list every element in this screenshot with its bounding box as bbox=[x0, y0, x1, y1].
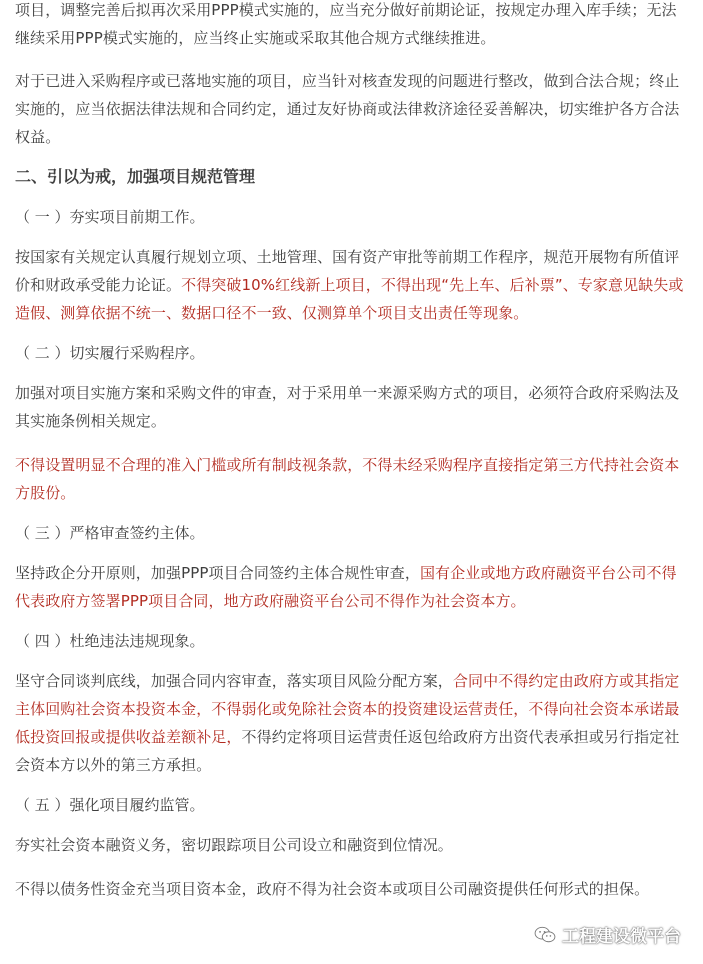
watermark bbox=[534, 922, 681, 947]
subheading-5: （ 五 ）强化项目履约监管。 bbox=[15, 796, 205, 814]
paragraph-financing-obligation: 夯实社会资本融资义务，密切跟踪项目公司设立和融资到位情况。 bbox=[15, 836, 453, 854]
paragraph-text-normal: 坚持政企分开原则，加强PPP项目合同签约主体合规性审查， bbox=[15, 564, 420, 582]
paragraph-capital-prohibition: 不得以债务性资金充当项目资本金，政府不得为社会资本或项目公司融资提供任何形式的担保。 bbox=[15, 880, 650, 898]
subheading-1: （ 一 ）夯实项目前期工作。 bbox=[15, 208, 205, 226]
paragraph-intro-continued: 项目，调整完善后拟再次采用PPP模式实施的，应当充分做好前期论证，按规定办理入库手续；无法继续采用PPP模式实施的，应当终止实施或采取其他合规方式继续推进。 bbox=[15, 1, 677, 47]
paragraph-text-normal: 按国家有关规定认真履行规划立项、土地管理、国有资产审批等前期工作程序，规范开展物有所值评价和财政承受能力论证。 bbox=[15, 248, 680, 294]
paragraph-rectification: 对于已进入采购程序或已落地实施的项目，应当针对核查发现的问题进行整改，做到合法合规；终止实施的，应当依据法律法规和合同约定，通过友好协商或法律救济途径妥善解决，切实维护各方合法权益。 bbox=[15, 72, 680, 146]
paragraph-text-normal-end: 不得约定将项目运营责任返包给政府方出资代表承担或另行指定社会资本方以外的第三方承担。 bbox=[15, 728, 680, 774]
watermark-text: 工程建设微平台 bbox=[562, 927, 681, 947]
section-heading-2: 二、引以为戒，加强项目规范管理 bbox=[15, 167, 256, 186]
paragraph-contract-negotiation bbox=[15, 667, 689, 779]
paragraph-text-emphasis: 国有企业或地方政府融资平台公司不得代表政府方签署PPP项目合同，地方政府融资平台公司不得作为社会资本方。 bbox=[15, 564, 677, 610]
paragraph-text-emphasis: 合同中不得约定由政府方或其指定主体回购社会资本投资本金，不得弱化或免除社会资本的投资建设运营责任，不得向社会资本承诺最低投资回报或提供收益差额补足， bbox=[15, 672, 680, 746]
paragraph-procurement-review: 加强对项目实施方案和采购文件的审查，对于采用单一来源采购方式的项目，必须符合政府采购法及其实施条例相关规定。 bbox=[15, 384, 680, 430]
wechat-icon bbox=[534, 926, 556, 944]
paragraph-text-normal: 坚守合同谈判底线，加强合同内容审查，落实项目风险分配方案， bbox=[15, 672, 453, 690]
paragraph-signing-entity bbox=[15, 559, 689, 615]
subheading-4: （ 四 ）杜绝违法违规现象。 bbox=[15, 632, 205, 650]
subheading-3: （ 三 ）严格审查签约主体。 bbox=[15, 524, 205, 542]
paragraph-text-emphasis: 不得突破10%红线新上项目，不得出现“先上车、后补票”、专家意见缺失或造假、测算依据不统一、数据口径不一致、仅测算单个项目支出责任等现象。 bbox=[15, 276, 684, 322]
paragraph-preliminary-work bbox=[15, 243, 689, 327]
subheading-2: （ 二 ）切实履行采购程序。 bbox=[15, 344, 205, 362]
paragraph-procurement-prohibition: 不得设置明显不合理的准入门槛或所有制歧视条款，不得未经采购程序直接指定第三方代持社会资本方股份。 bbox=[15, 456, 680, 502]
